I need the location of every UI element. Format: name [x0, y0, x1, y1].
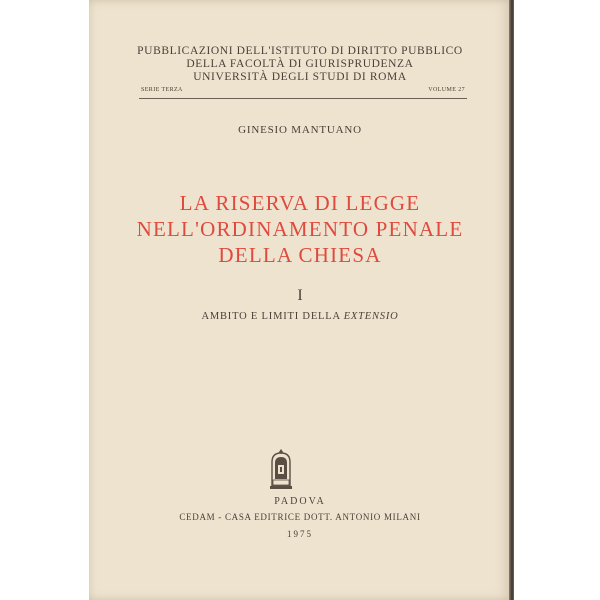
book-page [89, 0, 511, 600]
series-label: SERIE TERZA [141, 87, 183, 93]
part-subtitle [89, 311, 511, 322]
header-rule [139, 98, 467, 99]
book-title-line-1: LA RISERVA DI LEGGE [179, 191, 421, 215]
series-volume-row [141, 87, 465, 97]
publisher-series-line-2: DELLA FACOLTÀ DI GIURISPRUDENZA [186, 58, 414, 70]
imprint-year: 1975 [287, 529, 313, 539]
part-subtitle-text: AMBITO E LIMITI DELLA [201, 311, 344, 322]
publisher-series-line-3: UNIVERSITÀ DEGLI STUDI DI ROMA [193, 71, 407, 83]
publisher-emblem-icon [269, 448, 293, 490]
imprint-city: PADOVA [274, 496, 326, 507]
author-name: GINESIO MANTUANO [238, 124, 362, 136]
book-title-line-3: DELLA CHIESA [218, 243, 382, 267]
book-page-edge [509, 0, 514, 600]
publisher-series-line-1: PUBBLICAZIONI DELL'ISTITUTO DI DIRITTO PUBBLICO [137, 45, 463, 57]
volume-label: VOLUME 27 [428, 87, 465, 93]
part-subtitle-italic: EXTENSIO [343, 311, 399, 322]
book-title-line-2: NELL'ORDINAMENTO PENALE [136, 217, 464, 241]
part-number: I [297, 287, 303, 304]
imprint-publisher: CEDAM - CASA EDITRICE DOTT. ANTONIO MILANI [179, 512, 421, 522]
